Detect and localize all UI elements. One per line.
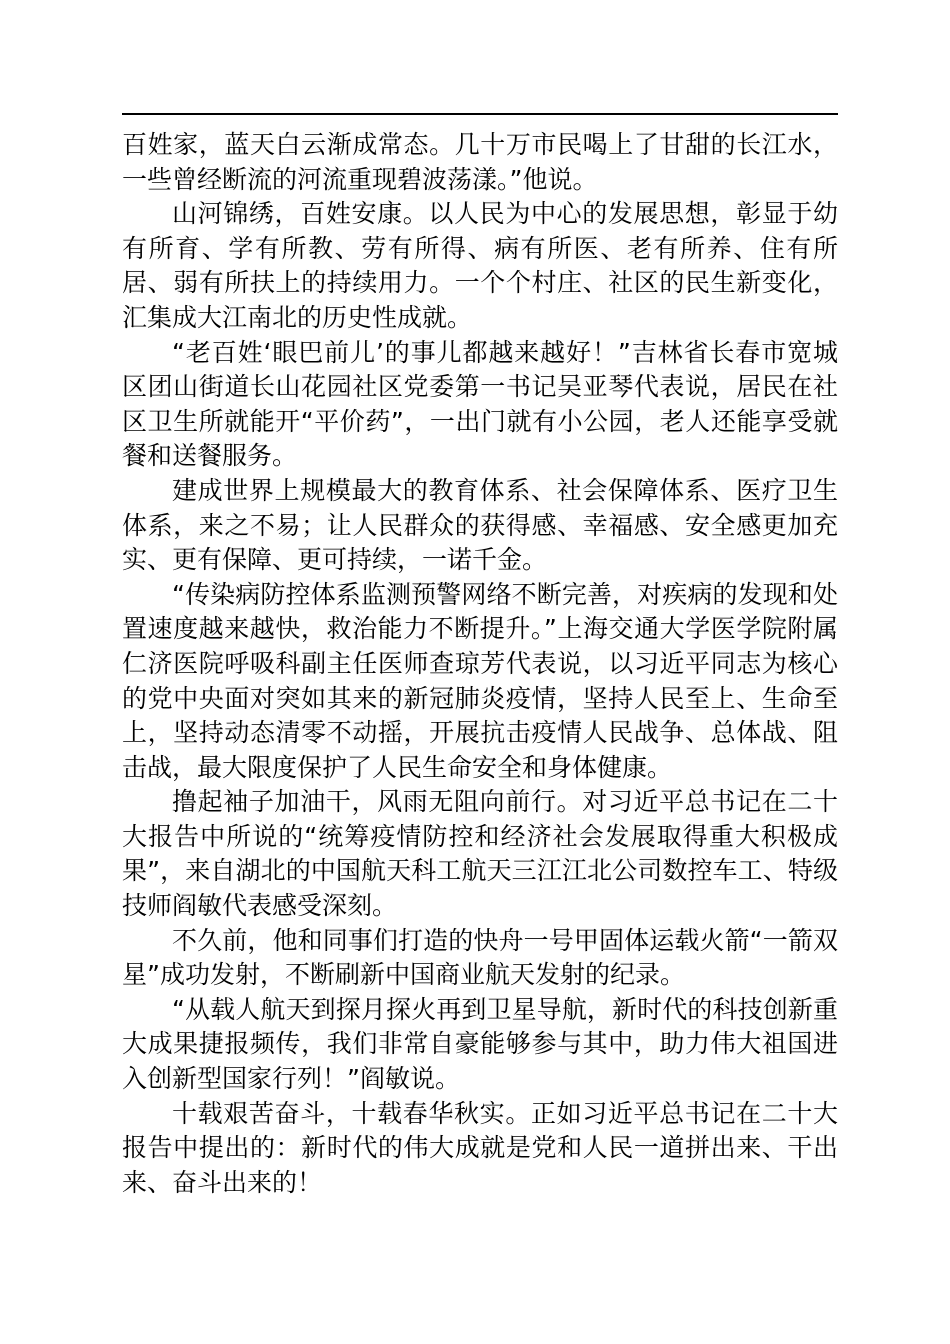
paragraph-7: 不久前，他和同事们打造的快舟一号甲固体运载火箭“一箭双星”成功发射，不断刷新中国商业航天发射的纪录。 [122, 925, 838, 990]
header-rule [122, 113, 838, 115]
paragraph-1: 百姓家，蓝天白云渐成常态。几十万市民喝上了甘甜的长江水，一些曾经断流的河流重现碧波荡漾。”他说。 [122, 130, 838, 194]
paragraph-3: “老百姓‘眼巴前儿’的事儿都越来越好！”吉林省长春市宽城区团山街道长山花园社区党委第一书记吴亚琴代表说，居民在社区卫生所就能开“平价药”，一出门就有小公园，老人还能享受就餐和送餐服务。 [122, 337, 838, 471]
paragraph-9: 十载艰苦奋斗，十载春华秋实。正如习近平总书记在二十大报告中提出的：新时代的伟大成就是党和人民一道拼出来、干出来、奋斗出来的！ [122, 1098, 838, 1197]
paragraph-6: 撸起袖子加油干，风雨无阻向前行。对习近平总书记在二十大报告中所说的“统筹疫情防控和经济社会发展取得重大积极成果”，来自湖北的中国航天科工航天三江江北公司数控车工、特级技师阎敏代表感受深刻。 [122, 787, 838, 921]
paragraph-8: “从载人航天到探月探火再到卫星导航，新时代的科技创新重大成果捷报频传，我们非常自豪能够参与其中，助力伟大祖国进入创新型国家行列！”阎敏说。 [122, 994, 838, 1094]
paragraph-4: 建成世界上规模最大的教育体系、社会保障体系、医疗卫生体系，来之不易；让人民群众的获得感、幸福感、安全感更加充实、更有保障、更可持续，一诺千金。 [122, 475, 838, 575]
paragraph-5: “传染病防控体系监测预警网络不断完善，对疾病的发现和处置速度越来越快，救治能力不断提升。”上海交通大学医学院附属仁济医院呼吸科副主任医师查琼芳代表说，以习近平同志为核心的党中央面对突如其来的新冠肺炎疫情，坚持人民至上、生命至上，坚持动态清零不动摇，开展抗击疫情人民战争、总体战、阻击战，最大限度保护了人民生命安全和身体健康。 [122, 579, 838, 782]
article-body [122, 128, 838, 1200]
paragraph-2: 山河锦绣，百姓安康。以人民为中心的发展思想，彰显于幼有所育、学有所教、劳有所得、病有所医、老有所养、住有所居、弱有所扶上的持续用力。一个个村庄、社区的民生新变化，汇集成大江南北的历史性成就。 [122, 199, 838, 332]
